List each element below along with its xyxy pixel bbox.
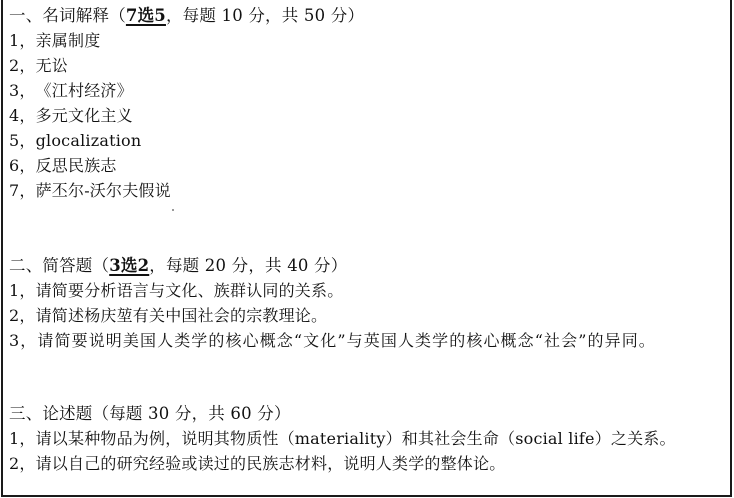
item-number: 4，: [9, 106, 36, 125]
item-number: 1，: [9, 31, 36, 50]
item-number: 6，: [9, 156, 36, 175]
item-number: 3，: [9, 81, 36, 100]
section3-heading: 三、论述题（每题 30 分，共 60 分）: [9, 404, 291, 423]
item-number: 2，: [9, 56, 36, 75]
item-text: 请以某种物品为例，说明其物质性（materiality）和其社会生命（social life）之关系。: [35, 429, 676, 448]
item-number: 7，: [9, 181, 36, 200]
section1-item-6: [9, 153, 729, 178]
item-number: 5，: [9, 131, 36, 150]
section-spacer: [9, 203, 729, 253]
item-number: 3，: [9, 331, 38, 350]
item-number: 1，: [9, 429, 36, 448]
section2-item-2: [9, 303, 729, 328]
section2-heading-suffix: ，每题 20 分，共 40 分）: [149, 256, 348, 275]
item-text: 多元文化主义: [35, 106, 133, 125]
section2-item-3: [9, 328, 729, 353]
section2-heading: [9, 253, 729, 278]
item-number: 2，: [9, 454, 36, 473]
item-text: 请简要说明美国人类学的核心概念“文化”与英国人类学的核心概念“社会”的异同。: [37, 331, 656, 350]
item-text: 亲属制度: [35, 31, 101, 50]
item-text: 反思民族志: [35, 156, 117, 175]
item-text: 请简述杨庆堃有关中国社会的宗教理论。: [35, 306, 328, 325]
section1-heading-suffix: ，每题 10 分，共 50 分）: [165, 6, 365, 25]
section1-item-3: [9, 78, 729, 103]
exam-content: [9, 3, 729, 476]
section2-item-1: [9, 278, 729, 303]
section1-item-1: [9, 28, 729, 53]
item-text: 请简要分析语言与文化、族群认同的关系。: [35, 281, 344, 300]
section3-item-2: [9, 451, 729, 476]
section1-choice: 7选5: [125, 6, 166, 25]
section3-item-1: [9, 426, 729, 451]
section1-heading: [9, 3, 729, 28]
item-number: 1，: [9, 281, 36, 300]
section2-choice: 3选2: [109, 256, 150, 275]
section1-item-2: [9, 53, 729, 78]
item-text: 无讼: [35, 56, 68, 75]
section-spacer: [9, 353, 729, 401]
item-text: glocalization: [35, 131, 142, 150]
section1-item-7: [9, 178, 729, 203]
item-number: 2，: [9, 306, 36, 325]
section1-item-4: [9, 103, 729, 128]
item-text: 萨丕尔-沃尔夫假说: [35, 181, 171, 200]
item-text: 《江村经济》: [35, 81, 133, 100]
section2-heading-prefix: 二、简答题（: [9, 256, 110, 275]
section1-item-5: [9, 128, 729, 153]
section1-heading-prefix: 一、名词解释（: [9, 6, 126, 25]
item-text: 请以自己的研究经验或读过的民族志材料，说明人类学的整体论。: [35, 454, 506, 473]
